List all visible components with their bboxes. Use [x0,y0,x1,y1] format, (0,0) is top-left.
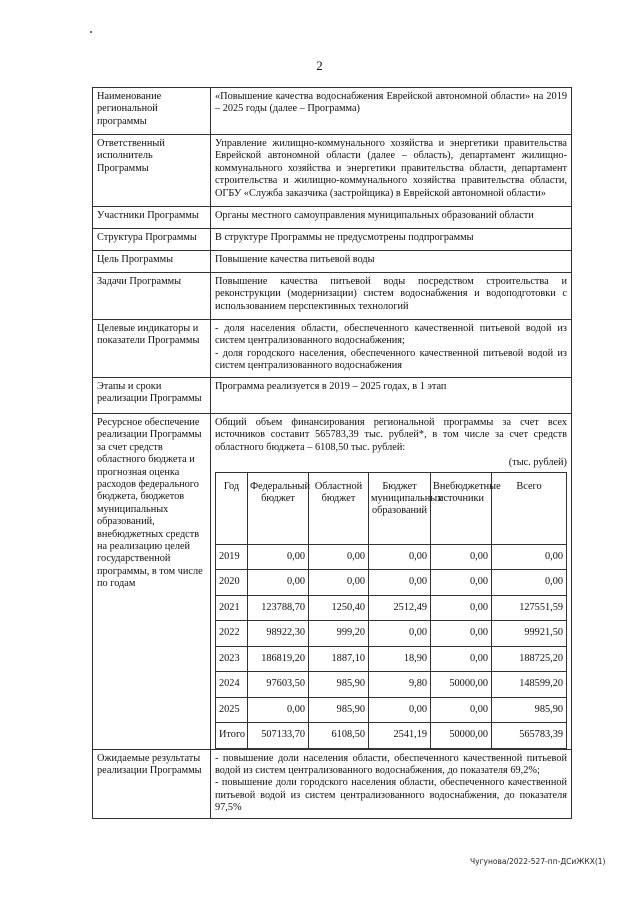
label-responsible-executor: Ответственный исполнитель Программы [93,135,211,207]
finance-year-cell: 2021 [216,595,248,621]
finance-value-cell: 0,00 [431,646,492,672]
finance-value-cell: 148599,20 [492,672,567,698]
row-finance [93,414,572,750]
program-passport-table [92,87,572,819]
row-responsible-executor [93,135,572,207]
row-structure [93,229,572,251]
header-extrabudget: Внебюджетные источники [431,472,492,544]
finance-value-cell: 0,00 [431,697,492,723]
finance-units: (тыс. рублей) [508,457,567,469]
header-federal: Федеральный бюджет [248,472,309,544]
finance-value-cell: 98922,30 [248,621,309,647]
value-indicators: - доля населения области, обеспеченного качественной питьевой водой из систем централизованного водоснабжения; - доля городского населения, обеспеченного качественной питьевой водой из систем централизованного водоснабжения [211,320,572,378]
finance-value-cell: 999,20 [309,621,369,647]
header-total: Всего [492,472,567,544]
finance-row [216,697,567,723]
header-year: Год [216,472,248,544]
finance-value-cell: 2512,49 [369,595,431,621]
finance-value-cell: 0,00 [369,570,431,596]
finance-row [216,723,567,749]
finance-header-row [216,472,567,544]
finance-row [216,544,567,570]
row-program-name [93,88,572,135]
finance-value-cell: 0,00 [431,544,492,570]
finance-value-cell: 985,90 [309,672,369,698]
finance-value-cell: 50000,00 [431,723,492,749]
finance-row [216,672,567,698]
label-participants: Участники Программы [93,207,211,229]
finance-value-cell: 0,00 [492,570,567,596]
finance-value-cell: 9,80 [369,672,431,698]
finance-value-cell: 2541,19 [369,723,431,749]
finance-value-cell: 0,00 [492,544,567,570]
row-participants [93,207,572,229]
value-program-name: «Повышение качества водоснабжения Еврейской автономной области» на 2019 – 2025 годы (далее – Программа) [211,88,572,135]
finance-year-cell: 2019 [216,544,248,570]
finance-value-cell: 0,00 [431,595,492,621]
finance-value-cell: 123788,70 [248,595,309,621]
label-goal: Цель Программы [93,251,211,273]
row-stages [93,378,572,414]
finance-value-cell: 0,00 [309,544,369,570]
row-goal [93,251,572,273]
label-finance: Ресурсное обеспечение реализации Программы за счет средств областного бюджета и прогнозная оценка расходов федерального бюджета, бюджетов муниципальных образований, внебюджетных средств на реализацию целей государственной программы, в том числе по годам [93,414,211,750]
finance-value-cell: 0,00 [369,621,431,647]
finance-year-cell: 2022 [216,621,248,647]
finance-value-cell: 18,90 [369,646,431,672]
value-structure: В структуре Программы не предусмотрены подпрограммы [211,229,572,251]
finance-value-cell: 1250,40 [309,595,369,621]
finance-intro: Общий объем финансирования региональной программы за счет всех источников составит 565783,39 тыс. рублей*, в том числе за счет средств областного бюджета – 6108,50 тыс. рублей: [215,417,567,453]
row-expected-results [93,749,572,818]
value-participants: Органы местного самоуправления муниципальных образований области [211,207,572,229]
page-number: 2 [316,58,323,73]
header-regional: Областной бюджет [309,472,369,544]
finance-value-cell: 127551,59 [492,595,567,621]
finance-value-cell: 188725,20 [492,646,567,672]
finance-value-cell: 99921,50 [492,621,567,647]
finance-year-cell: 2025 [216,697,248,723]
finance-value-cell: 565783,39 [492,723,567,749]
finance-row [216,595,567,621]
label-stages: Этапы и сроки реализации Программы [93,378,211,414]
finance-value-cell: 0,00 [248,697,309,723]
finance-value-cell: 0,00 [431,621,492,647]
document-footer-code: Чугунова/2022-527-пп-ДСиЖКХ(1) [470,857,606,866]
finance-row [216,646,567,672]
value-goal: Повышение качества питьевой воды [211,251,572,273]
label-tasks: Задачи Программы [93,273,211,320]
finance-year-cell: 2020 [216,570,248,596]
finance-value-cell: 186819,20 [248,646,309,672]
value-tasks: Повышение качества питьевой воды посредством строительства и реконструкции (модернизации) систем водоснабжения и водоподготовки с использованием перспективных технологий [211,273,572,320]
value-responsible-executor: Управление жилищно-коммунального хозяйства и энергетики правительства Еврейской автономной области (далее – область), департамент жилищно-коммунального хозяйства и энергетики правительства области, департамент строительства и жилищно-коммунального хозяйства правительства области, ОГБУ «Служба заказчика (застройщика) в Еврейской автономной области» [211,135,572,207]
finance-value-cell: 1887,10 [309,646,369,672]
finance-value-cell: 985,90 [492,697,567,723]
value-expected-results: - повышение доли населения области, обеспеченного качественной питьевой водой из систем централизованного водоснабжения, до показателя 69,2%; - повышение доли городского населения области, обеспеченного качественной питьевой водой из систем централизованного водоснабжения, до показателя 97,5% [211,749,572,818]
row-indicators [93,320,572,378]
finance-value-cell: 0,00 [369,544,431,570]
row-tasks [93,273,572,320]
finance-value-cell: 507133,70 [248,723,309,749]
finance-value-cell: 0,00 [369,697,431,723]
finance-year-cell: Итого [216,723,248,749]
finance-value-cell: 0,00 [309,570,369,596]
header-municipal: Бюджет муниципальных образований [369,472,431,544]
value-stages: Программа реализуется в 2019 – 2025 годах, в 1 этап [211,378,572,414]
finance-value-cell: 6108,50 [309,723,369,749]
finance-row [216,570,567,596]
finance-value-cell: 50000,00 [431,672,492,698]
finance-value-cell: 0,00 [431,570,492,596]
label-expected-results: Ожидаемые результаты реализации Программы [93,749,211,818]
finance-value-cell: 97603,50 [248,672,309,698]
finance-value-cell: 0,00 [248,544,309,570]
finance-value-cell: 985,90 [309,697,369,723]
finance-year-cell: 2023 [216,646,248,672]
finance-table [215,472,567,749]
label-structure: Структура Программы [93,229,211,251]
scan-speck [90,31,92,33]
finance-value-cell: 0,00 [248,570,309,596]
finance-year-cell: 2024 [216,672,248,698]
label-program-name: Наименование региональной программы [93,88,211,135]
label-indicators: Целевые индикаторы и показатели Программы [93,320,211,378]
finance-row [216,621,567,647]
